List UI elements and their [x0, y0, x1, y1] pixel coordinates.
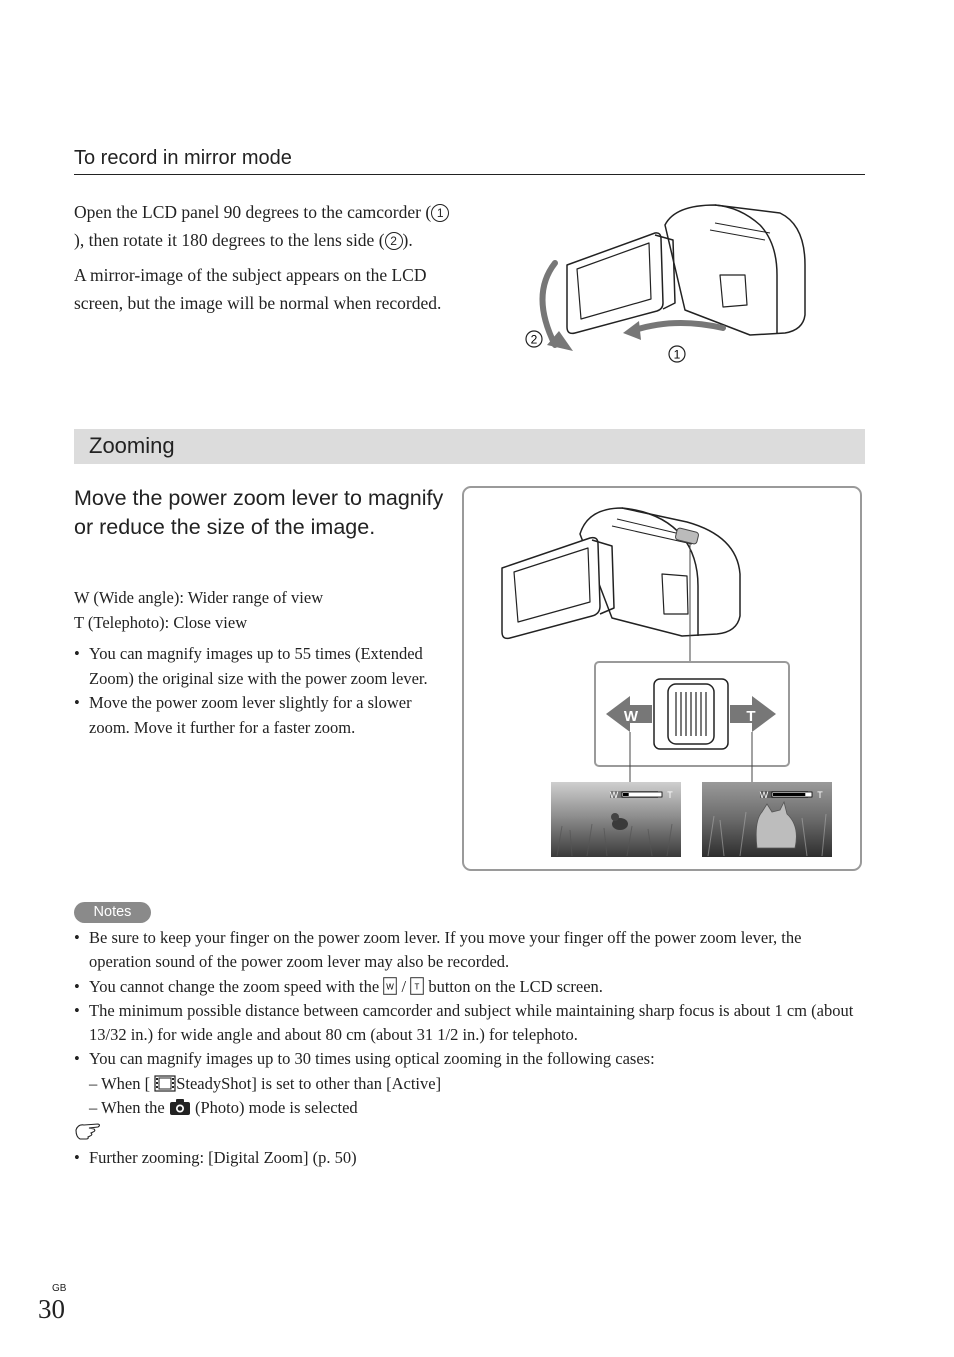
- list-item: • The minimum possible distance between camcorder and subject while maintaining sharp focus is about 1 cm (about 13/32 in.) for wide angle and about 80 cm (about 31 1/2 in.) for telephoto.: [74, 999, 864, 1048]
- notes-list: [74, 926, 864, 1120]
- svg-text:T: T: [414, 982, 420, 992]
- note4-sub1-part-b: SteadyShot] is set to other than [Active]: [176, 1073, 442, 1093]
- rotation-label-2: 2: [530, 332, 538, 347]
- note4-sub2-part-a: – When the: [89, 1098, 165, 1118]
- mirror-p1-part-b: ), then rotate it 180 degrees to the lens side (: [74, 230, 385, 250]
- mirror-paragraph-1: [74, 198, 454, 254]
- camera-icon: [169, 1098, 191, 1116]
- zoom-level-fill-tele: [773, 793, 805, 796]
- camcorder-drawing: [502, 508, 740, 638]
- mirror-mode-heading: To record in mirror mode: [74, 147, 292, 169]
- rotation-label-1: 1: [673, 347, 681, 362]
- camcorder-rotation-illustration: [515, 195, 815, 375]
- zoom-bar-t-label-wide: T: [667, 790, 673, 800]
- list-item: • Move the power zoom lever slightly for a slower zoom. Move it further for a faster zoom.: [74, 691, 449, 740]
- zoom-wt-definitions: [74, 585, 444, 635]
- note4-sub-photo: [89, 1096, 864, 1120]
- circled-number-2: 2: [385, 232, 403, 250]
- note2-part-a: You cannot change the zoom speed with the: [89, 976, 380, 996]
- telephoto-line: T (Telephoto): Close view: [74, 613, 248, 632]
- note4-sub1-part-a: – When [: [89, 1073, 151, 1093]
- page-number: 30: [38, 1294, 65, 1324]
- notes-badge: Notes: [74, 902, 151, 923]
- zoom-t-button-icon: [410, 977, 424, 995]
- section-title-zooming: Zooming: [89, 433, 175, 458]
- list-item: • You can magnify images up to 55 times (Extended Zoom) the original size with the power zoom lever.: [74, 642, 449, 691]
- wide-angle-preview: [551, 782, 681, 857]
- region-code: GB: [52, 1283, 67, 1294]
- zoom-level-fill-wide: [623, 793, 629, 796]
- note2-separator: /: [401, 976, 407, 996]
- circled-number-1: 1: [431, 204, 449, 222]
- mirror-p1-part-a: Open the LCD panel 90 degrees to the camcorder (: [74, 202, 432, 222]
- power-zoom-lever-illustration: [462, 486, 864, 873]
- camcorder-body: [665, 205, 805, 335]
- pointing-hand-icon: [74, 1121, 102, 1141]
- zoom-bar-w-label-wide: W: [609, 790, 619, 800]
- zoom-bar-t-label-tele: T: [817, 790, 823, 800]
- zoom-w-button-icon: [383, 977, 397, 995]
- zoom-bullet-list: [74, 642, 449, 740]
- zoom-instruction-heading: Move the power zoom lever to magnify or reduce the size of the image.: [74, 486, 444, 539]
- w-arrow-label: W: [623, 708, 639, 725]
- note4-sub2-part-b: (Photo) mode is selected: [195, 1098, 358, 1118]
- list-item: • Further zooming: [Digital Zoom] (p. 50): [74, 1146, 864, 1170]
- note4-text: • You can magnify images up to 30 times using optical zooming in the following cases:: [89, 1049, 655, 1069]
- telephoto-preview: [702, 782, 832, 857]
- zoom-bar-w-label-tele: W: [759, 790, 769, 800]
- mirror-mode-text: [74, 198, 454, 317]
- heading-rule: [74, 174, 865, 175]
- list-item: [74, 1047, 864, 1120]
- list-item: [74, 975, 864, 999]
- mirror-paragraph-2: A mirror-image of the subject appears on the LCD screen, but the image will be normal when recorded.: [74, 265, 442, 313]
- section-band-zooming: [74, 429, 865, 464]
- list-item: • Be sure to keep your finger on the power zoom lever. If you move your finger off the power zoom lever, the operation sound of the power zoom lever may also be recorded.: [74, 926, 864, 975]
- svg-text:W: W: [386, 982, 395, 992]
- wide-angle-line: W (Wide angle): Wider range of view: [74, 588, 324, 607]
- t-arrow-label: T: [746, 708, 756, 725]
- mirror-p1-part-c: ).: [402, 230, 413, 250]
- further-info-list: [74, 1146, 864, 1170]
- note4-sub-steadyshot: [89, 1072, 864, 1096]
- note2-part-b: button on the LCD screen.: [428, 976, 603, 996]
- movie-steadyshot-icon: [154, 1075, 176, 1092]
